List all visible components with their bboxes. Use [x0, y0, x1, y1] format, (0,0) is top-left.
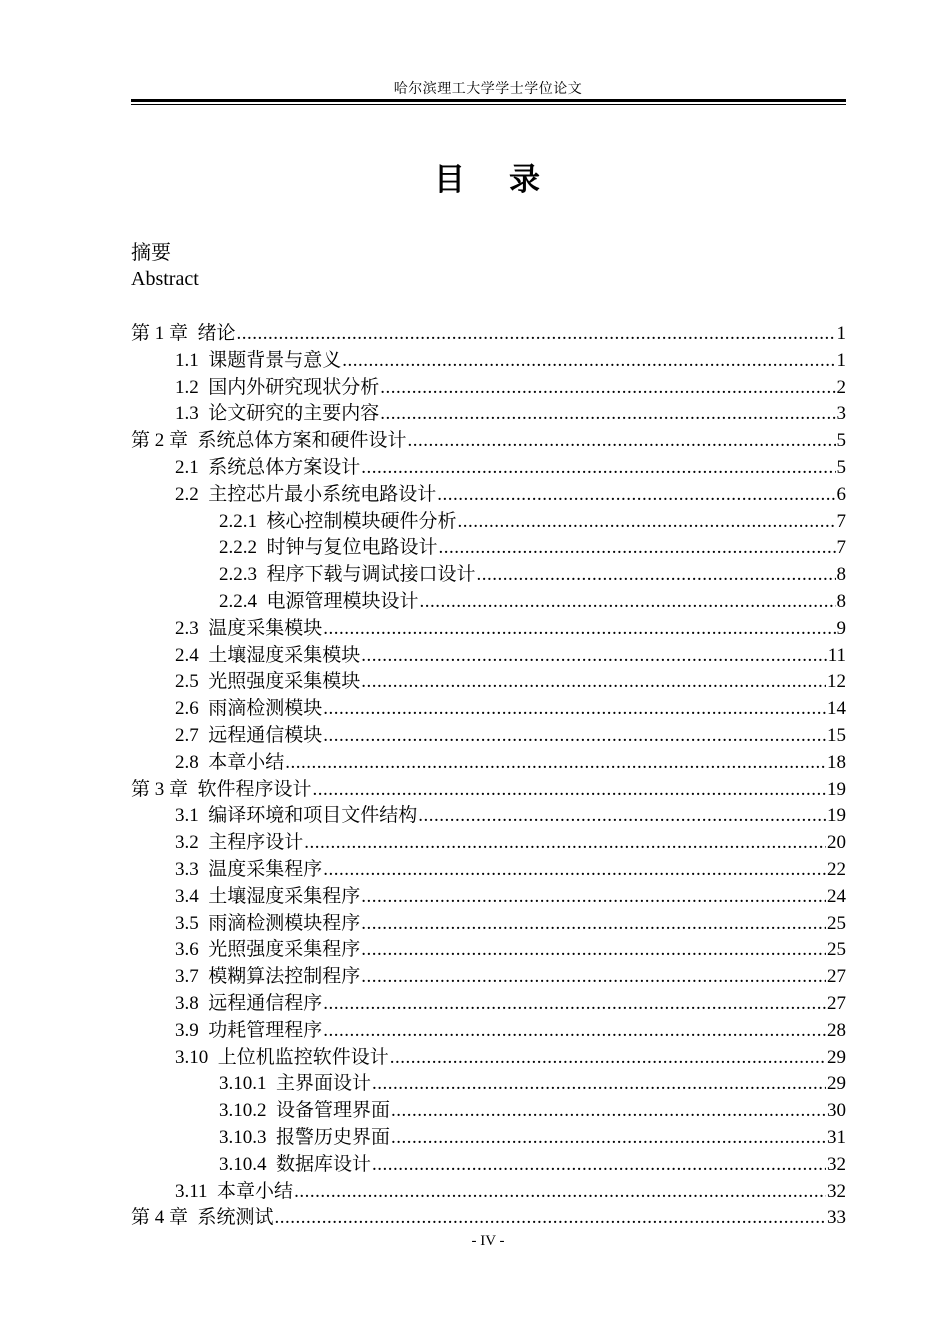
- toc-entry-label: 雨滴检测模块: [208, 698, 323, 720]
- toc-entry[interactable]: [131, 854, 846, 881]
- toc-leader-dots: [361, 913, 826, 935]
- toc-entry[interactable]: [131, 988, 846, 1015]
- running-header: 哈尔滨理工大学学士学位论文: [393, 82, 583, 97]
- toc-entry-page: 24: [827, 885, 846, 907]
- toc-entry-number: 2.1: [175, 456, 209, 478]
- title-char-1: 目: [434, 162, 467, 198]
- toc-entry[interactable]: [131, 666, 846, 693]
- toc-leader-dots: [380, 403, 835, 425]
- toc-entry-page: 29: [827, 1073, 846, 1095]
- toc-entry[interactable]: [131, 1068, 846, 1095]
- title-char-2: 录: [509, 162, 542, 198]
- toc-entry-page: 20: [827, 832, 846, 854]
- toc-entry[interactable]: [131, 1176, 846, 1203]
- page-title: [0, 154, 950, 199]
- toc-entry-label: 时钟与复位电路设计: [266, 537, 438, 559]
- toc-leader-dots: [361, 966, 826, 988]
- toc-entry-label: 论文研究的主要内容: [208, 403, 380, 425]
- toc-entry-number: 2.6: [175, 698, 209, 720]
- toc-leader-dots: [372, 1073, 826, 1095]
- toc-entry-page: 29: [827, 1046, 846, 1068]
- toc-leader-dots: [323, 859, 826, 881]
- toc-entry-number: 3.10.4: [219, 1153, 276, 1175]
- toc-entry[interactable]: [131, 506, 846, 533]
- toc-entry-number: 3.1: [175, 805, 209, 827]
- toc-entry-number: 1.2: [175, 376, 209, 398]
- toc-leader-dots: [323, 618, 835, 640]
- toc-entry-number: 第 4 章: [131, 1207, 198, 1229]
- toc-entry[interactable]: [131, 693, 846, 720]
- toc-entry-page: 33: [827, 1207, 846, 1229]
- toc-entry-number: 2.5: [175, 671, 209, 693]
- toc-entry-number: 3.5: [175, 912, 209, 934]
- toc-entry[interactable]: [131, 961, 846, 988]
- toc-entry[interactable]: [131, 613, 846, 640]
- toc-entry[interactable]: [131, 1122, 846, 1149]
- toc-entry-label: 温度采集程序: [208, 858, 323, 880]
- toc-entry-label: 温度采集模块: [208, 617, 323, 639]
- toc-entry-page: 6: [836, 483, 846, 505]
- toc-entry-label: 本章小结: [208, 751, 285, 773]
- toc-entry-page: 7: [836, 510, 846, 532]
- toc-entry-page: 12: [827, 671, 846, 693]
- toc-entry-page: 25: [827, 939, 846, 961]
- toc-entry-label: 编译环境和项目文件结构: [208, 805, 418, 827]
- toc-entry-label: 本章小结: [217, 1180, 294, 1202]
- toc-leader-dots: [313, 779, 826, 801]
- toc-entry-number: 3.7: [175, 966, 209, 988]
- header-rule-thin: [131, 104, 846, 105]
- toc-entry[interactable]: [131, 720, 846, 747]
- toc-entry-number: 2.2: [175, 483, 209, 505]
- toc-entry-page: 3: [836, 403, 846, 425]
- toc-leader-dots: [294, 1181, 826, 1203]
- toc-leader-dots: [361, 939, 826, 961]
- toc-entry-number: 3.4: [175, 885, 209, 907]
- toc-leader-dots: [342, 350, 835, 372]
- toc-entry-page: 27: [827, 992, 846, 1014]
- toc-entry-page: 1: [836, 349, 846, 371]
- toc-entry-page: 1: [836, 323, 846, 344]
- toc-entry-number: 2.7: [175, 724, 209, 746]
- toc-entry-label: 功耗管理程序: [208, 1019, 323, 1041]
- toc-list: [131, 318, 846, 1229]
- toc-entry-number: 3.10: [175, 1046, 218, 1068]
- toc-entry[interactable]: [131, 640, 846, 667]
- toc-entry-page: 27: [827, 966, 846, 988]
- toc-entry-page: 32: [827, 1153, 846, 1175]
- toc-entry[interactable]: [131, 1042, 846, 1069]
- toc-entry-label: 光照强度采集模块: [208, 671, 361, 693]
- toc-entry[interactable]: [131, 559, 846, 586]
- toc-entry[interactable]: [131, 1015, 846, 1042]
- toc-leader-dots: [437, 484, 835, 506]
- toc-entry-label: 光照强度采集程序: [208, 939, 361, 961]
- header-rule-thick: [131, 99, 846, 102]
- toc-entry-page: 30: [827, 1100, 846, 1122]
- toc-entry-page: 22: [827, 858, 846, 880]
- toc-leader-dots: [477, 564, 836, 586]
- toc-entry-label: 设备管理界面: [276, 1100, 391, 1122]
- toc-entry-label: 主界面设计: [276, 1073, 372, 1095]
- toc-leader-dots: [361, 457, 835, 479]
- toc-leader-dots: [237, 323, 836, 345]
- toc-entry-label: 课题背景与意义: [208, 349, 342, 371]
- toc-entry[interactable]: [131, 1095, 846, 1122]
- toc-entry[interactable]: [131, 345, 846, 372]
- toc-entry-label: 国内外研究现状分析: [208, 376, 380, 398]
- toc-entry[interactable]: [131, 398, 846, 425]
- toc-entry-page: 2: [836, 376, 846, 398]
- toc-entry[interactable]: [131, 908, 846, 935]
- toc-entry[interactable]: [131, 425, 846, 452]
- toc-leader-dots: [458, 511, 836, 533]
- toc-entry[interactable]: [131, 747, 846, 774]
- toc-entry-label: 核心控制模块硬件分析: [266, 510, 457, 532]
- toc-entry-label: 远程通信程序: [208, 992, 323, 1014]
- toc-entry-number: 2.2.2: [219, 537, 267, 559]
- toc-entry-number: 3.10.1: [219, 1073, 276, 1095]
- toc-entry-page: 19: [827, 778, 846, 800]
- toc-entry-label: 雨滴检测模块程序: [208, 912, 361, 934]
- page-number: - IV -: [471, 1233, 505, 1249]
- toc-entry[interactable]: [131, 1202, 846, 1229]
- toc-entry-number: 第 2 章: [131, 430, 198, 452]
- toc-entry[interactable]: [131, 1149, 846, 1176]
- toc-leader-dots: [323, 993, 826, 1015]
- toc-entry-page: 18: [827, 751, 846, 773]
- toc-entry-label: 远程通信模块: [208, 724, 323, 746]
- toc-entry-label: 模糊算法控制程序: [208, 966, 361, 988]
- toc-entry-page: 5: [836, 456, 846, 478]
- toc-entry-page: 31: [827, 1126, 846, 1148]
- toc-entry-label: 主程序设计: [208, 832, 304, 854]
- toc-entry-number: 1.3: [175, 403, 209, 425]
- toc-leader-dots: [304, 832, 826, 854]
- abstract-en-entry[interactable]: Abstract: [131, 268, 199, 290]
- toc-entry[interactable]: [131, 532, 846, 559]
- toc-entry-label: 系统总体方案和硬件设计: [197, 430, 407, 452]
- toc-entry-page: 8: [836, 590, 846, 612]
- toc-entry-page: 32: [827, 1180, 846, 1202]
- toc-entry-page: 25: [827, 912, 846, 934]
- toc-entry[interactable]: [131, 372, 846, 399]
- toc-leader-dots: [418, 805, 826, 827]
- toc-entry-label: 主控芯片最小系统电路设计: [208, 483, 437, 505]
- toc-leader-dots: [323, 725, 826, 747]
- toc-leader-dots: [420, 591, 836, 613]
- toc-leader-dots: [391, 1100, 826, 1122]
- toc-entry[interactable]: [131, 479, 846, 506]
- toc-entry-label: 土壤湿度采集程序: [208, 885, 361, 907]
- toc-leader-dots: [380, 377, 835, 399]
- toc-entry-label: 电源管理模块设计: [266, 590, 419, 612]
- toc-entry-number: 3.3: [175, 858, 209, 880]
- toc-entry-page: 19: [827, 805, 846, 827]
- toc-leader-dots: [285, 752, 826, 774]
- toc-entry-label: 报警历史界面: [276, 1126, 391, 1148]
- toc-entry-number: 第 1 章: [131, 323, 198, 344]
- toc-entry-label: 绪论: [197, 323, 236, 344]
- toc-entry[interactable]: [131, 774, 846, 801]
- toc-entry-number: 3.8: [175, 992, 209, 1014]
- toc-leader-dots: [275, 1207, 826, 1229]
- toc-entry-number: 2.2.1: [219, 510, 267, 532]
- toc-entry-page: 8: [836, 564, 846, 586]
- toc-entry[interactable]: [131, 827, 846, 854]
- toc-entry-page: 9: [836, 617, 846, 639]
- toc-entry-label: 数据库设计: [276, 1153, 372, 1175]
- toc-entry-label: 土壤湿度采集模块: [208, 644, 361, 666]
- toc-entry-number: 第 3 章: [131, 778, 198, 800]
- toc-entry-page: 14: [827, 698, 846, 720]
- toc-leader-dots: [323, 698, 826, 720]
- toc-leader-dots: [391, 1127, 826, 1149]
- toc-entry-label: 系统测试: [197, 1207, 274, 1229]
- toc-entry[interactable]: [131, 934, 846, 961]
- toc-entry-label: 系统总体方案设计: [208, 456, 361, 478]
- toc-entry-label: 上位机监控软件设计: [217, 1046, 389, 1068]
- toc-entry-number: 3.2: [175, 832, 209, 854]
- toc-entry-number: 3.11: [175, 1180, 218, 1202]
- toc-entry-number: 3.10.2: [219, 1100, 276, 1122]
- toc-leader-dots: [323, 1020, 826, 1042]
- toc-entry[interactable]: [131, 800, 846, 827]
- toc-leader-dots: [372, 1154, 826, 1176]
- toc-leader-dots: [439, 537, 836, 559]
- toc-leader-dots: [408, 430, 836, 452]
- toc-entry-number: 3.9: [175, 1019, 209, 1041]
- toc-entry[interactable]: [131, 318, 846, 345]
- toc-entry-page: 11: [827, 644, 846, 666]
- toc-entry-label: 软件程序设计: [197, 778, 312, 800]
- toc-entry-number: 2.2.3: [219, 564, 267, 586]
- toc-leader-dots: [390, 1047, 826, 1069]
- abstract-cn-entry[interactable]: 摘要: [131, 242, 171, 264]
- toc-entry-number: 2.8: [175, 751, 209, 773]
- toc-entry-number: 2.3: [175, 617, 209, 639]
- toc-entry-page: 5: [836, 430, 846, 452]
- toc-leader-dots: [361, 645, 826, 667]
- toc-entry[interactable]: [131, 586, 846, 613]
- toc-leader-dots: [361, 671, 826, 693]
- toc-entry-number: 1.1: [175, 349, 209, 371]
- toc-entry-number: 3.6: [175, 939, 209, 961]
- toc-entry[interactable]: [131, 881, 846, 908]
- toc-entry-page: 28: [827, 1019, 846, 1041]
- toc-entry-page: 15: [827, 724, 846, 746]
- toc-entry-page: 7: [836, 537, 846, 559]
- toc-entry[interactable]: [131, 452, 846, 479]
- toc-entry-number: 3.10.3: [219, 1126, 276, 1148]
- toc-entry-label: 程序下载与调试接口设计: [266, 564, 476, 586]
- toc-leader-dots: [361, 886, 826, 908]
- toc-entry-number: 2.2.4: [219, 590, 267, 612]
- toc-entry-number: 2.4: [175, 644, 209, 666]
